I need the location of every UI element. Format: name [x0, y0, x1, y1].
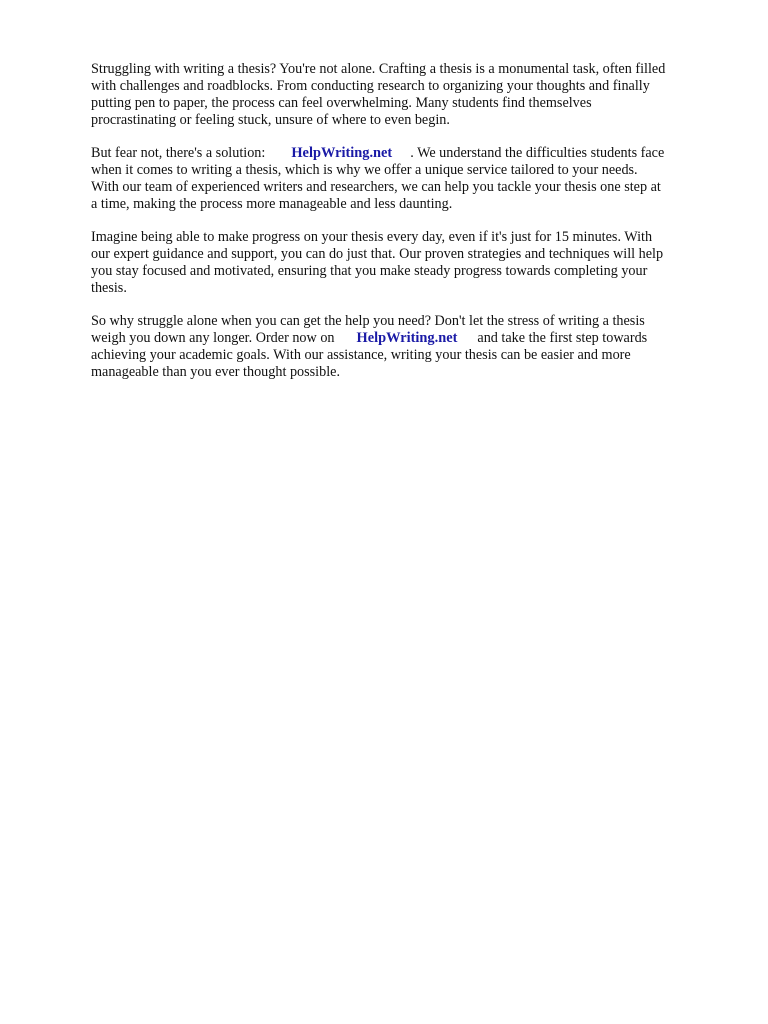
helpwriting-link[interactable]: HelpWriting.net [291, 145, 393, 161]
text-line: achieving your academic goals. With our assistance, writing your thesis can be easier and more [91, 347, 631, 363]
text-line: with challenges and roadblocks. From conducting research to organizing your thoughts and finally [91, 78, 650, 94]
paragraph-gap [91, 297, 731, 313]
paragraph-gap [91, 129, 731, 145]
text-segment: and take the first step towards [477, 330, 648, 346]
helpwriting-link[interactable]: HelpWriting.net [356, 330, 458, 346]
text-line [91, 145, 731, 162]
text-line: With our team of experienced writers and researchers, we can help you tackle your thesis one step at [91, 179, 661, 195]
paragraph-3 [91, 229, 731, 297]
text-line: when it comes to writing a thesis, which is why we offer a unique service tailored to your needs. [91, 162, 638, 178]
text-line: our expert guidance and support, you can do just that. Our proven strategies and techniques will help [91, 246, 664, 262]
paragraph-4 [91, 313, 731, 381]
text-line: Imagine being able to make progress on your thesis every day, even if it's just for 15 minutes. With [91, 229, 653, 245]
text-segment: But fear not, there's a solution: [91, 145, 266, 161]
text-segment: . We understand the difficulties students face [410, 145, 665, 161]
text-line: thesis. [91, 280, 127, 296]
paragraph-1 [91, 61, 731, 129]
text-line: So why struggle alone when you can get the help you need? Don't let the stress of writing a thesis [91, 313, 645, 329]
text-line: manageable than you ever thought possible. [91, 364, 341, 380]
text-line: a time, making the process more manageable and less daunting. [91, 196, 453, 212]
text-line [91, 330, 731, 347]
text-line: procrastinating or feeling stuck, unsure of where to even begin. [91, 112, 450, 128]
paragraph-gap [91, 213, 731, 229]
text-line: Struggling with writing a thesis? You're not alone. Crafting a thesis is a monumental task, often filled [91, 61, 666, 77]
document-body [91, 61, 731, 381]
paragraph-2 [91, 145, 731, 213]
text-line: putting pen to paper, the process can feel overwhelming. Many students find themselves [91, 95, 592, 111]
text-line: you stay focused and motivated, ensuring that you make steady progress towards completing your [91, 263, 648, 279]
text-segment: weigh you down any longer. Order now on [91, 330, 335, 346]
